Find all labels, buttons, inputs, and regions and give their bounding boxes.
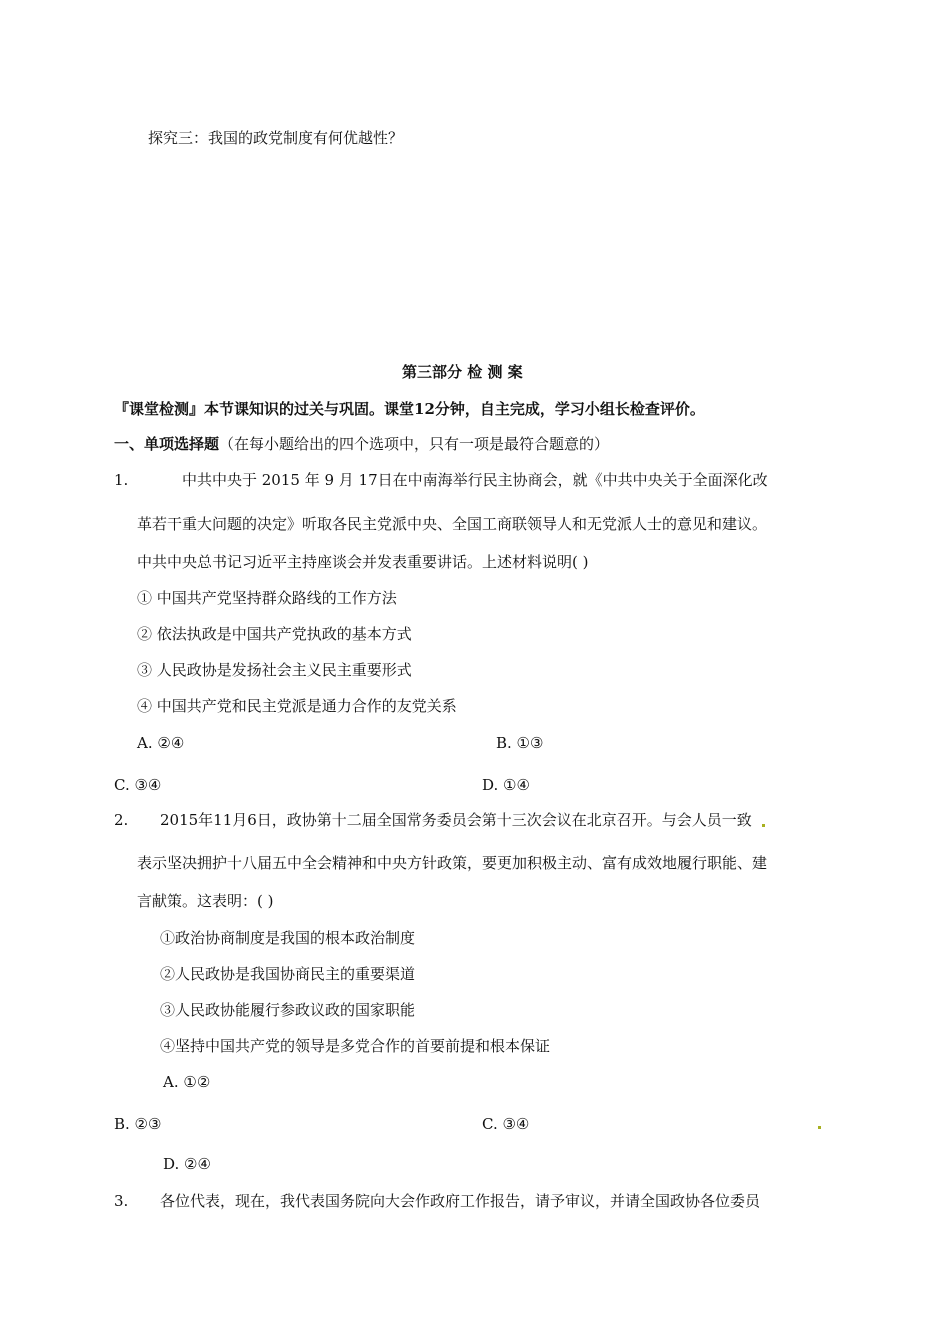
q1-item-1: ① 中国共产党坚持群众路线的工作方法 xyxy=(137,589,397,607)
q1-item-3: ③ 人民政协是发扬社会主义民主重要形式 xyxy=(137,661,412,679)
q3-stem-line-1: 各位代表，现在，我代表国务院向大会作政府工作报告，请予审议，并请全国政协各位委员 xyxy=(160,1192,761,1210)
q1-option-d: D. ①④ xyxy=(482,776,530,794)
section-title: 第三部分 检 测 案 xyxy=(402,363,523,381)
q1-item-2: ② 依法执政是中国共产党执政的基本方式 xyxy=(137,625,412,643)
q2-item-2: ②人民政协是我国协商民主的重要渠道 xyxy=(160,965,416,983)
q2-item-1: ①政治协商制度是我国的根本政治制度 xyxy=(160,929,416,947)
q2-stem-line-3: 言献策。这表明：( ) xyxy=(137,892,274,910)
explore-question-3: 探究三：我国的政党制度有何优越性？ xyxy=(148,129,404,147)
q2-option-d: D. ②④ xyxy=(163,1155,211,1173)
scan-dot xyxy=(762,824,765,827)
part1-heading xyxy=(114,434,609,454)
q2-option-c: C. ③④ xyxy=(482,1115,530,1133)
q2-stem-line-2: 表示坚决拥护十八届五中全会精神和中央方针政策，要更加积极主动、富有成效地履行职能、建 xyxy=(137,854,768,872)
q1-number: 1. xyxy=(114,471,129,489)
q2-option-b: B. ②③ xyxy=(114,1115,162,1133)
part1-title: 一、单项选择题 xyxy=(114,435,220,453)
q1-stem-line-3: 中共中央总书记习近平主持座谈会并发表重要讲话。上述材料说明( ) xyxy=(137,553,589,571)
q2-item-3: ③人民政协能履行参政议政的国家职能 xyxy=(160,1001,416,1019)
q2-item-4: ④坚持中国共产党的领导是多党合作的首要前提和根本保证 xyxy=(160,1037,551,1055)
q1-item-4: ④ 中国共产党和民主党派是通力合作的友党关系 xyxy=(137,697,457,715)
scan-dot xyxy=(818,1126,821,1129)
q3-number: 3. xyxy=(114,1192,129,1210)
classroom-check-text: 本节课知识的过关与巩固。课堂12分钟，自主完成，学习小组长检查评价。 xyxy=(204,400,705,418)
q1-stem-line-2: 革若干重大问题的决定》听取各民主党派中央、全国工商联领导人和无党派人士的意见和建议。 xyxy=(137,515,768,533)
q1-option-b: B. ①③ xyxy=(496,734,544,752)
q1-option-c: C. ③④ xyxy=(114,776,162,794)
classroom-check-label: 『课堂检测』 xyxy=(114,400,205,418)
part1-note: （在每小题给出的四个选项中，只有一项是最符合题意的） xyxy=(219,435,610,453)
q2-option-a: A. ①② xyxy=(163,1073,211,1091)
q1-option-a: A. ②④ xyxy=(137,734,185,752)
q1-stem-line-1: 中共中央于 2015 年 9 月 17日在中南海举行民主协商会，就《中共中央关于全面深化改 xyxy=(182,471,768,489)
q2-number: 2. xyxy=(114,811,129,829)
q2-stem-line-1: 2015年11月6日，政协第十二届全国常务委员会第十三次会议在北京召开。与会人员一致 xyxy=(160,811,752,829)
classroom-check xyxy=(114,399,705,419)
